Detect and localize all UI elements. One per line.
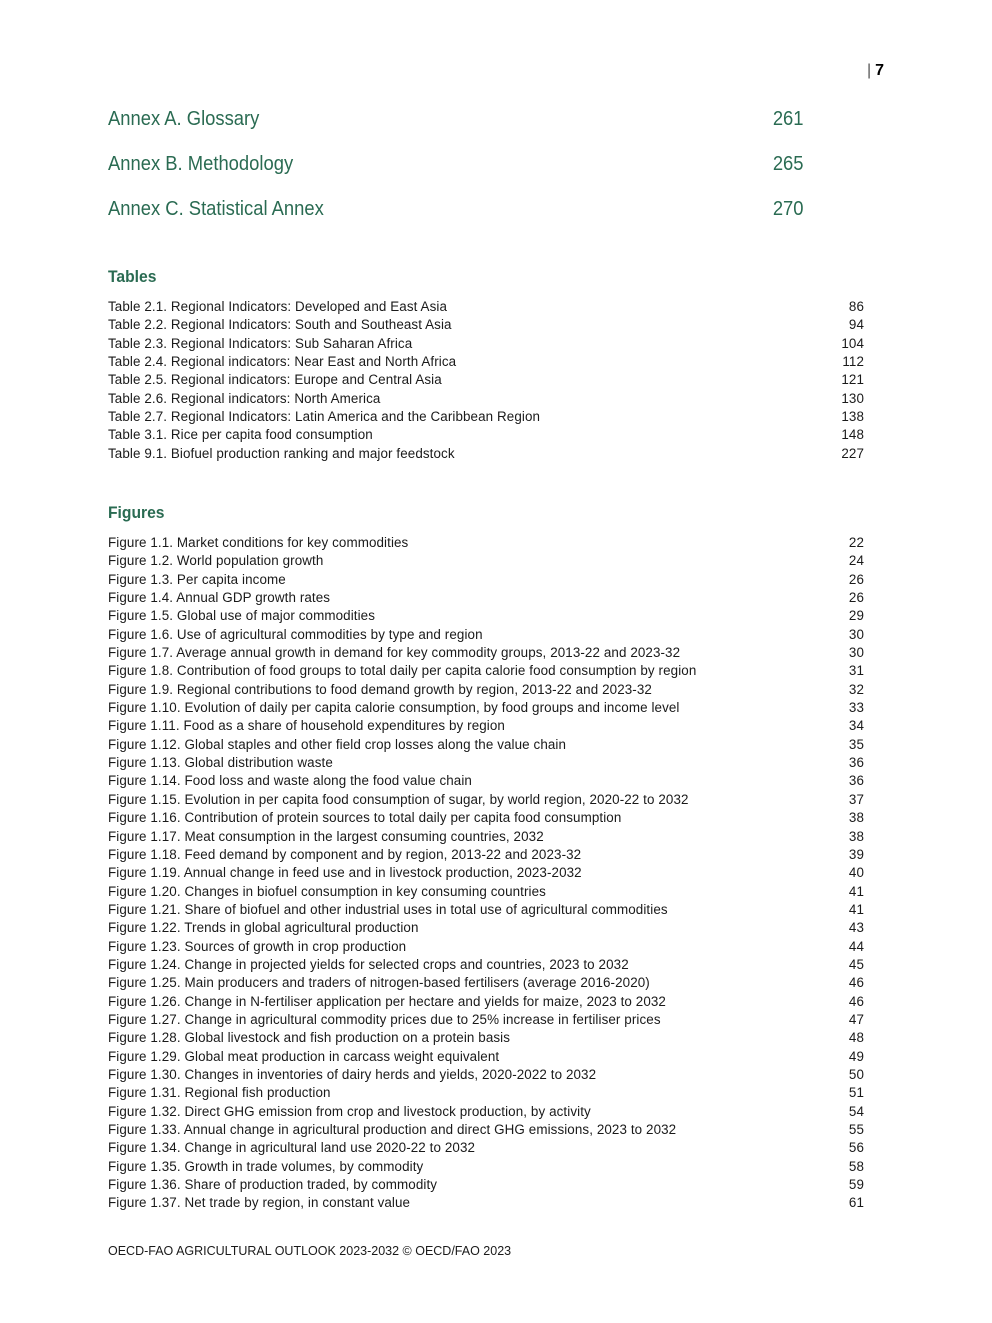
entry-label: Table 2.6. Regional indicators: North America [108, 390, 381, 406]
entry-page: 31 [848, 663, 864, 679]
entry-label: Figure 1.32. Direct GHG emission from crop and livestock production, by activity [108, 1103, 591, 1119]
entry-label: Figure 1.23. Sources of growth in crop production [108, 938, 407, 954]
entry-page: 46 [848, 975, 864, 991]
toc-figure-entry[interactable] [108, 589, 864, 607]
tables-list [108, 298, 864, 463]
entry-page: 38 [848, 828, 864, 844]
toc-annex-c[interactable] [108, 198, 804, 221]
tables-heading: Tables [108, 267, 157, 286]
entry-page: 54 [848, 1103, 864, 1119]
entry-page: 121 [841, 372, 864, 388]
toc-table-entry[interactable] [108, 335, 864, 353]
entry-page: 46 [848, 993, 864, 1009]
toc-figure-entry[interactable] [108, 1194, 864, 1212]
entry-page: 30 [848, 626, 864, 642]
toc-table-entry[interactable] [108, 353, 864, 371]
entry-page: 148 [841, 427, 864, 443]
toc-figure-entry[interactable] [108, 699, 864, 717]
annex-page: 261 [772, 108, 804, 130]
toc-figure-entry[interactable] [108, 1139, 864, 1157]
entry-page: 44 [848, 938, 864, 954]
toc-figure-entry[interactable] [108, 626, 864, 644]
toc-figure-entry[interactable] [108, 1029, 864, 1047]
annex-page: 270 [772, 198, 804, 220]
entry-label: Figure 1.25. Main producers and traders of nitrogen-based fertilisers (average 2016-2020) [108, 975, 650, 991]
annex-label: Annex A. Glossary [108, 108, 260, 130]
entry-page: 37 [848, 791, 864, 807]
toc-figure-entry[interactable] [108, 1048, 864, 1066]
toc-figure-entry[interactable] [108, 901, 864, 919]
entry-page: 41 [848, 901, 864, 917]
entry-label: Figure 1.37. Net trade by region, in constant value [108, 1195, 411, 1211]
entry-page: 61 [848, 1195, 864, 1211]
entry-page: 26 [848, 590, 864, 606]
toc-figure-entry[interactable] [108, 828, 864, 846]
toc-figure-entry[interactable] [108, 956, 864, 974]
entry-label: Table 2.2. Regional Indicators: South and Southeast Asia [108, 317, 452, 333]
entry-page: 48 [848, 1030, 864, 1046]
toc-annex-a[interactable] [108, 108, 804, 131]
entry-page: 36 [848, 773, 864, 789]
entry-label: Figure 1.14. Food loss and waste along the food value chain [108, 773, 472, 789]
entry-page: 35 [848, 736, 864, 752]
entry-label: Figure 1.4. Annual GDP growth rates [108, 590, 331, 606]
toc-figure-entry[interactable] [108, 644, 864, 662]
page-number-separator: | [866, 62, 872, 79]
entry-page: 58 [848, 1158, 864, 1174]
toc-table-entry[interactable] [108, 316, 864, 334]
entry-page: 86 [848, 299, 864, 314]
toc-figure-entry[interactable] [108, 1084, 864, 1102]
entry-page: 22 [848, 535, 864, 550]
toc-figure-entry[interactable] [108, 791, 864, 809]
toc-table-entry[interactable] [108, 445, 864, 463]
entry-page: 50 [848, 1066, 864, 1082]
entry-label: Table 3.1. Rice per capita food consumption [108, 427, 373, 443]
entry-label: Figure 1.16. Contribution of protein sources to total daily per capita food consumption [108, 810, 622, 826]
annex-page: 265 [772, 153, 804, 175]
toc-figure-entry[interactable] [108, 552, 864, 570]
entry-label: Figure 1.26. Change in N-fertiliser application per hectare and yields for maize, 2023 to 2032 [108, 993, 666, 1009]
toc-figure-entry[interactable] [108, 1103, 864, 1121]
toc-figure-entry[interactable] [108, 571, 864, 589]
entry-page: 227 [841, 445, 864, 461]
entry-label: Figure 1.24. Change in projected yields for selected crops and countries, 2023 to 2032 [108, 956, 629, 972]
entry-label: Table 2.3. Regional Indicators: Sub Saharan Africa [108, 335, 413, 351]
toc-figure-entry[interactable] [108, 736, 864, 754]
toc-annex-b[interactable] [108, 153, 804, 176]
entry-page: 32 [848, 681, 864, 697]
toc-figure-entry[interactable] [108, 864, 864, 882]
entry-page: 138 [841, 409, 864, 425]
annex-label: Annex B. Methodology [108, 153, 294, 175]
entry-label: Table 2.7. Regional Indicators: Latin America and the Caribbean Region [108, 409, 541, 425]
entry-label: Figure 1.1. Market conditions for key commodities [108, 535, 409, 550]
toc-figure-entry[interactable] [108, 993, 864, 1011]
entry-label: Figure 1.18. Feed demand by component and by region, 2013-22 and 2023-32 [108, 846, 582, 862]
page-number-value: 7 [875, 62, 884, 79]
annex-label: Annex C. Statistical Annex [108, 198, 324, 220]
toc-figure-entry[interactable] [108, 662, 864, 680]
entry-page: 29 [848, 608, 864, 624]
toc-table-entry[interactable] [108, 390, 864, 408]
entry-label: Figure 1.33. Annual change in agricultural production and direct GHG emissions, 2023 to 2032 [108, 1122, 677, 1137]
toc-figure-entry[interactable] [108, 754, 864, 772]
toc-figure-entry[interactable] [108, 772, 864, 790]
toc-figure-entry[interactable] [108, 919, 864, 937]
toc-figure-entry[interactable] [108, 607, 864, 625]
toc-figure-entry[interactable] [108, 974, 864, 992]
entry-label: Figure 1.29. Global meat production in carcass weight equivalent [108, 1048, 500, 1064]
entry-page: 30 [848, 645, 864, 661]
entry-page: 94 [848, 317, 864, 333]
entry-label: Figure 1.3. Per capita income [108, 571, 286, 587]
entry-label: Figure 1.7. Average annual growth in demand for key commodity groups, 2013-22 and 2023-32 [108, 645, 681, 661]
toc-figure-entry[interactable] [108, 534, 864, 552]
entry-page: 24 [848, 553, 864, 569]
entry-label: Figure 1.13. Global distribution waste [108, 755, 333, 771]
entry-label: Figure 1.8. Contribution of food groups to total daily per capita calorie food consumption by region [108, 663, 697, 679]
toc-table-entry[interactable] [108, 298, 864, 316]
entry-page: 45 [848, 956, 864, 972]
entry-label: Figure 1.20. Changes in biofuel consumption in key consuming countries [108, 883, 546, 899]
entry-page: 55 [848, 1122, 864, 1137]
entry-label: Figure 1.34. Change in agricultural land use 2020-22 to 2032 [108, 1140, 476, 1156]
entry-page: 49 [848, 1048, 864, 1064]
entry-page: 104 [841, 335, 864, 351]
figures-list [108, 534, 864, 1213]
entry-label: Table 2.4. Regional indicators: Near East and North Africa [108, 354, 457, 370]
entry-page: 33 [848, 700, 864, 716]
toc-figure-entry[interactable] [108, 1066, 864, 1084]
toc-figure-entry[interactable] [108, 809, 864, 827]
entry-page: 59 [848, 1177, 864, 1193]
entry-page: 36 [848, 755, 864, 771]
entry-page: 34 [848, 718, 864, 734]
entry-label: Figure 1.5. Global use of major commodities [108, 608, 376, 624]
entry-label: Figure 1.30. Changes in inventories of dairy herds and yields, 2020-2022 to 2032 [108, 1066, 597, 1082]
toc-figure-entry[interactable] [108, 883, 864, 901]
entry-label: Table 2.5. Regional indicators: Europe and Central Asia [108, 372, 442, 388]
entry-label: Figure 1.2. World population growth [108, 553, 324, 569]
entry-page: 51 [848, 1085, 864, 1101]
entry-page: 38 [848, 810, 864, 826]
entry-page: 47 [848, 1011, 864, 1027]
figures-heading: Figures [108, 503, 165, 522]
entry-page: 26 [848, 571, 864, 587]
entry-label: Figure 1.6. Use of agricultural commodities by type and region [108, 626, 483, 642]
toc-figure-entry[interactable] [108, 1158, 864, 1176]
toc-figure-entry[interactable] [108, 938, 864, 956]
footer: OECD-FAO AGRICULTURAL OUTLOOK 2023-2032 © OECD/FAO 2023 [108, 1244, 512, 1258]
entry-label: Figure 1.10. Evolution of daily per capita calorie consumption, by food groups and income level [108, 700, 680, 716]
entry-label: Figure 1.17. Meat consumption in the largest consuming countries, 2032 [108, 828, 544, 844]
entry-label: Figure 1.12. Global staples and other field crop losses along the value chain [108, 736, 567, 752]
entry-label: Figure 1.36. Share of production traded, by commodity [108, 1177, 438, 1193]
entry-page: 130 [841, 390, 864, 406]
toc-table-entry[interactable] [108, 371, 864, 389]
entry-page: 41 [848, 883, 864, 899]
entry-page: 112 [842, 354, 864, 370]
toc-figure-entry[interactable] [108, 1011, 864, 1029]
entry-label: Figure 1.35. Growth in trade volumes, by commodity [108, 1158, 424, 1174]
toc-figure-entry[interactable] [108, 1176, 864, 1194]
entry-label: Figure 1.9. Regional contributions to food demand growth by region, 2013-22 and 2023-32 [108, 681, 652, 697]
entry-label: Figure 1.28. Global livestock and fish production on a protein basis [108, 1030, 511, 1046]
entry-page: 56 [848, 1140, 864, 1156]
entry-label: Figure 1.31. Regional fish production [108, 1085, 331, 1101]
entry-label: Figure 1.19. Annual change in feed use and in livestock production, 2023-2032 [108, 865, 582, 881]
entry-label: Figure 1.27. Change in agricultural commodity prices due to 25% increase in fertiliser prices [108, 1011, 661, 1027]
toc-table-entry[interactable] [108, 408, 864, 426]
toc-figure-entry[interactable] [108, 846, 864, 864]
entry-label: Table 9.1. Biofuel production ranking and major feedstock [108, 445, 455, 461]
entry-label: Figure 1.11. Food as a share of household expenditures by region [108, 718, 505, 734]
toc-figure-entry[interactable] [108, 717, 864, 735]
entry-label: Figure 1.15. Evolution in per capita food consumption of sugar, by world region, 2020-22 to 2032 [108, 791, 689, 807]
page-number [867, 62, 884, 80]
entry-page: 39 [848, 846, 864, 862]
entry-page: 43 [848, 920, 864, 936]
toc-figure-entry[interactable] [108, 1121, 864, 1139]
toc-table-entry[interactable] [108, 426, 864, 444]
entry-label: Table 2.1. Regional Indicators: Developed and East Asia [108, 299, 447, 314]
entry-label: Figure 1.21. Share of biofuel and other industrial uses in total use of agricultural commodities [108, 901, 668, 917]
entry-page: 40 [848, 865, 864, 881]
toc-figure-entry[interactable] [108, 681, 864, 699]
entry-label: Figure 1.22. Trends in global agricultural production [108, 920, 419, 936]
